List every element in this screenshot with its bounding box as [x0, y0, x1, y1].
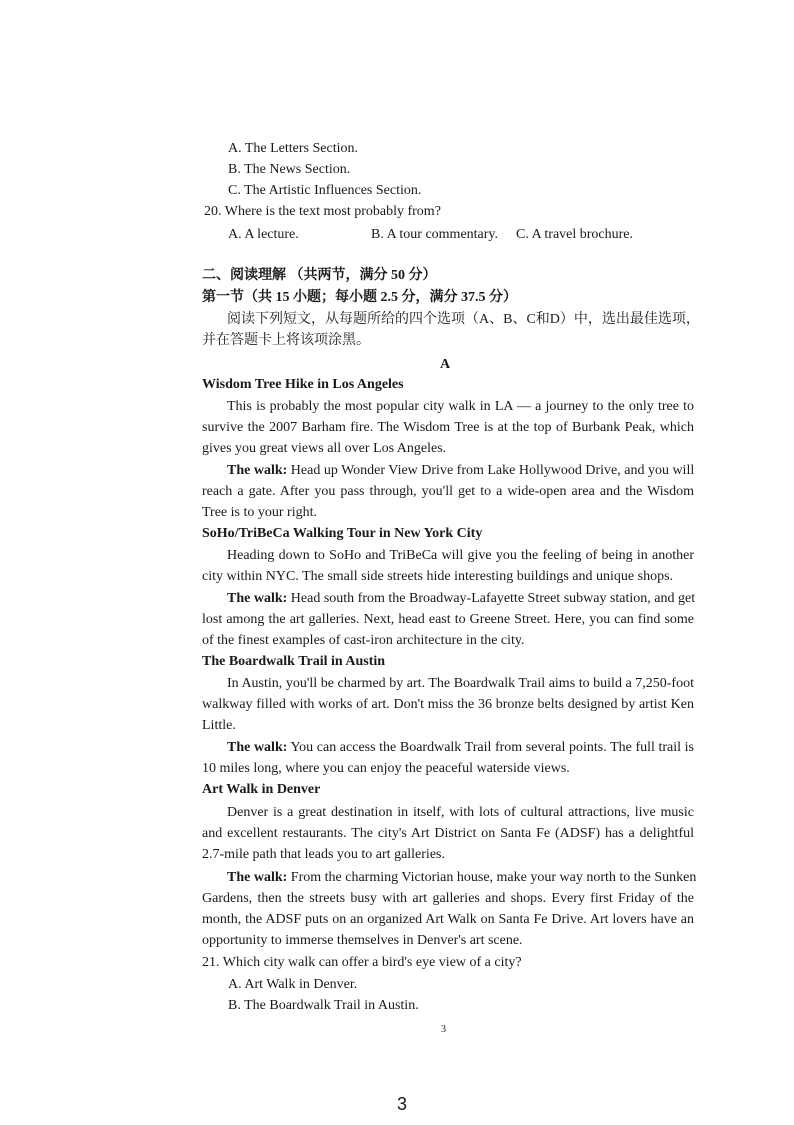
la-p1-line: gives you great views all over Los Angeles.	[202, 441, 447, 456]
denver-walk-line: month, the ADSF puts on an organized Art Walk on Santa Fe Drive. Art lovers have an	[202, 912, 694, 927]
q20-option-c: C. A travel brochure.	[516, 227, 634, 242]
passage-label: A	[440, 357, 451, 372]
q20-option-a: A. A lecture.	[228, 227, 299, 242]
part2-heading: 二、阅读理解 （共两节，满分 50 分）	[202, 268, 437, 283]
q19-option-a: A. The Letters Section.	[228, 141, 358, 156]
la-walk-line: reach a gate. After you pass through, you'll get to a wide-open area and the Wisdom	[202, 484, 694, 499]
q20-option-b: B. A tour commentary.	[371, 227, 499, 242]
austin-walk-line	[227, 738, 694, 758]
ny-walk-text: Head south from the Broadway-Lafayette Street subway station, and get	[287, 591, 696, 606]
la-walk-line	[227, 461, 694, 481]
section1-heading: 第一节（共 15 小题；每小题 2.5 分，满分 37.5 分）	[202, 290, 517, 305]
denver-walk-line: opportunity to immerse themselves in Denver's art scene.	[202, 933, 523, 948]
q20-stem: 20. Where is the text most probably from?	[204, 204, 441, 219]
denver-walk-text: From the charming Victorian house, make your way north to the Sunken	[287, 870, 697, 885]
denver-walk-line	[227, 868, 697, 888]
la-walk-line: Tree is to your right.	[202, 505, 317, 520]
la-p1-line: This is probably the most popular city walk in LA — a journey to the only tree to	[227, 399, 694, 414]
austin-p1-line: In Austin, you'll be charmed by art. The Boardwalk Trail aims to build a 7,250-foot	[227, 676, 694, 691]
ny-walk-line	[227, 589, 694, 609]
walk-label: The walk:	[227, 463, 288, 478]
q21-option-b: B. The Boardwalk Trail in Austin.	[228, 998, 419, 1013]
ny-title: SoHo/TriBeCa Walking Tour in New York City	[202, 526, 483, 541]
la-walk-text: Head up Wonder View Drive from Lake Hollywood Drive, and you will	[287, 463, 695, 478]
denver-p1-line: Denver is a great destination in itself, with lots of cultural attractions, live music	[227, 805, 694, 820]
walk-label: The walk:	[227, 591, 288, 606]
austin-walk-line: 10 miles long, where you can enjoy the peaceful waterside views.	[202, 761, 570, 776]
denver-p1-line: 2.7-mile path that leads you to art galleries.	[202, 847, 445, 862]
q21-stem: 21. Which city walk can offer a bird's eye view of a city?	[202, 955, 522, 970]
ny-p1-line: city within NYC. The small side streets hide interesting buildings and unique shops.	[202, 569, 674, 584]
walk-label: The walk:	[227, 740, 288, 755]
denver-p1-line: and excellent restaurants. The city's Art District on Santa Fe (ADSF) has a delightful	[202, 826, 694, 841]
page-number-large: 3	[397, 1094, 408, 1114]
walk-label: The walk:	[227, 870, 288, 885]
q19-option-c: C. The Artistic Influences Section.	[228, 183, 422, 198]
austin-p1-line: walkway filled with works of art. Don't miss the 36 bronze belts designed by artist Ken	[202, 697, 694, 712]
la-title: Wisdom Tree Hike in Los Angeles	[202, 377, 404, 392]
la-p1-line: survive the 2007 Barham fire. The Wisdom Tree is at the top of Burbank Peak, which	[202, 420, 694, 435]
denver-title: Art Walk in Denver	[202, 782, 321, 797]
ny-walk-line: of the finest examples of cast-iron architecture in the city.	[202, 633, 525, 648]
denver-walk-line: Gardens, then the streets busy with art galleries and shops. Every first Friday of the	[202, 891, 694, 906]
page-number-small: 3	[441, 1024, 446, 1035]
austin-walk-text: You can access the Boardwalk Trail from several points. The full trail is	[287, 740, 694, 755]
q19-option-b: B. The News Section.	[228, 162, 351, 177]
instruction-line-2: 并在答题卡上将该项涂黑。	[202, 333, 370, 348]
instruction-line-1: 阅读下列短文，从每题所给的四个选项（A、B、C和D）中，选出最佳选项，	[227, 312, 700, 327]
ny-walk-line: lost among the art galleries. Next, head east to Greene Street. Here, you can find some	[202, 612, 694, 627]
austin-title: The Boardwalk Trail in Austin	[202, 654, 386, 669]
q21-option-a: A. Art Walk in Denver.	[228, 977, 358, 992]
austin-p1-line: Little.	[202, 718, 236, 733]
ny-p1-line: Heading down to SoHo and TriBeCa will give you the feeling of being in another	[227, 548, 694, 563]
